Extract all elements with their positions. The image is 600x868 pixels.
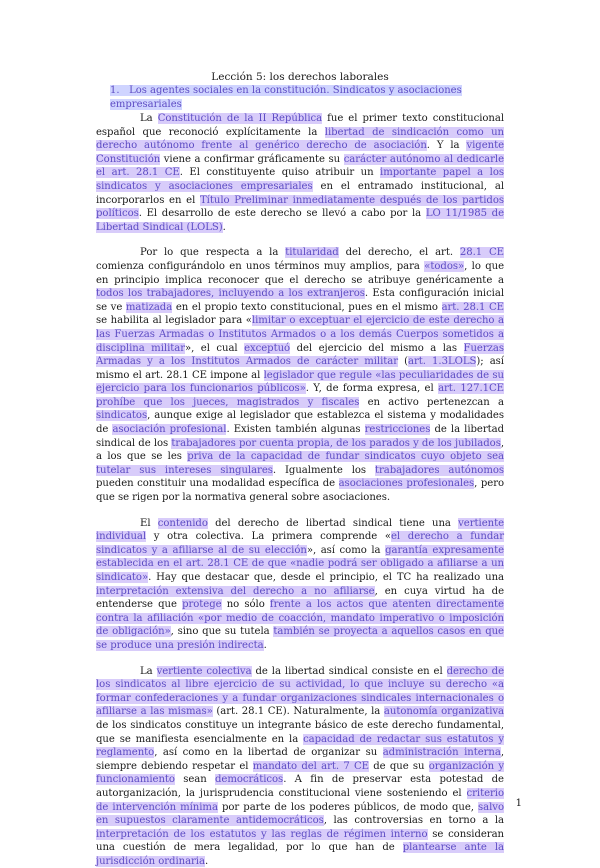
body-text: . A fin de preservar esta potestad de autorganización, la jurisprudencia constitucional viene sosteniendo el [96, 774, 504, 799]
body-text: . Y, de forma expresa, el [305, 383, 439, 395]
body-text: en el propio texto constitucional, pues en el mismo [172, 301, 442, 313]
body-text: de los sindicatos constituye un integrante básico de este derecho fundamental, que se manifiesta esencialmente en la [96, 719, 504, 745]
body-text: . Y la [426, 140, 467, 152]
body-text: , así como en la libertad de organizar su [154, 747, 383, 759]
body-text: y otra colectiva. La primera comprende « [146, 531, 391, 543]
highlighted-text: matizada [125, 301, 173, 313]
highlighted-text: capacidad de redactar sus estatutos y reglamento [96, 733, 504, 759]
body-text: por parte de los poderes públicos, de modo que, [217, 801, 479, 813]
highlighted-text: Constitución de la II República [157, 113, 323, 124]
section-heading-text: 1. Los agentes sociales en la constitución. Sindicatos y asociaciones empresariales [110, 85, 462, 110]
highlighted-text: plantearse ante la jurisdicción ordinaria [96, 842, 504, 867]
highlighted-text: sindicatos [96, 410, 148, 422]
body-text: . [263, 639, 267, 651]
highlighted-text: vigente Constitución [96, 140, 504, 165]
body-text: pueden constituir una modalidad específica de [96, 478, 339, 490]
body-text: . Existen también algunas [226, 424, 365, 436]
body-text: (art. 28.1 CE). Naturalmente, la [212, 706, 384, 718]
page-number: 1 [515, 798, 522, 809]
body-text: ); así mismo el art. 28.1 CE impone al [96, 356, 504, 381]
highlighted-text: vertiente colectiva [156, 665, 252, 677]
highlighted-text: interpretación de los estatutos y las reglas de régimen interno [96, 828, 428, 840]
body-text: del derecho, el art. [338, 247, 460, 259]
paragraph-4 [96, 665, 504, 868]
section-heading [96, 84, 504, 112]
body-text: La [140, 113, 158, 124]
highlighted-text: exceptuó [244, 342, 291, 354]
highlighted-text: restricciones [364, 424, 431, 436]
body-text: », así como la [306, 544, 386, 556]
highlighted-text: derecho de los sindicatos al libre ejercicio de su actividad, lo que incluye su derecho «a formar confederaciones y a fundar organizaciones sindicales internacionales o afiliarse a las mismas» [96, 665, 505, 718]
body-text: . El desarrollo de este derecho se llevó a cabo por la [138, 208, 426, 220]
highlighted-text: protege [182, 599, 222, 611]
highlighted-text: organización y funcionamiento [96, 760, 504, 786]
highlighted-text: democráticos [215, 774, 284, 786]
highlighted-text: Fuerzas Armadas y a los Institutos Armados de carácter militar [96, 342, 504, 368]
highlighted-text: art. 1.3LOLS [408, 356, 477, 368]
highlighted-text: Título Preliminar inmediatamente después de los partidos políticos [96, 194, 504, 220]
highlighted-text: frente a los actos que atenten directamente contra la afiliación «por medio de coacción, mandato imperativo o imposición de obligación» [96, 599, 504, 638]
body-text: no sólo [221, 599, 270, 611]
body-text: », el cual [185, 342, 245, 354]
body-text: del derecho de libertad sindical tiene una [207, 517, 459, 529]
body-text: del ejercicio del mismo a las [290, 342, 464, 354]
highlighted-text: art. 127.1CE [438, 383, 504, 395]
highlighted-text: criterio de intervención mínima [96, 787, 504, 813]
highlighted-text: «todos» [424, 260, 465, 272]
highlighted-text: importante papel a los sindicatos y asociaciones empresariales [96, 167, 504, 192]
paragraph-3 [96, 517, 504, 653]
highlighted-text: también se proyecta a aquellos casos en que se produce una presión indirecta [96, 626, 504, 651]
body-text: ( [398, 356, 409, 368]
highlighted-text: vertiente individual [96, 517, 504, 543]
highlighted-text: limitar o exceptuar el ejercicio de este derecho a las Fuerzas Armadas o Institutos Armados o a los demás Cuerpos sometidos a disciplina militar [96, 315, 504, 354]
body-text: , sino que su tutela [170, 626, 274, 638]
body-text: . Hay que destacar que, desde el principio, el TC ha realizado una [148, 572, 504, 583]
body-text: comienza configurándolo en unos términos muy amplios, para [96, 260, 425, 272]
body-text: , las controversias en torno a la [323, 815, 504, 827]
highlighted-text: carácter autónomo al dedicarle el art. 28.1 CE [96, 153, 505, 179]
body-text: , aunque exige al legislador que establezca el sistema y modalidades de [96, 410, 504, 436]
highlighted-text: garantía expresamente establecida en el art. 28.1 CE de que «nadie podrá ser obligado a afiliarse a un sindicato» [96, 544, 504, 583]
highlighted-text: libertad de sindicación como un derecho autónomo frente al genérico derecho de asociación [96, 126, 504, 152]
body-text: viene a confirmar gráficamente su [160, 153, 344, 165]
highlighted-text: mandato del art. 7 CE [252, 760, 369, 772]
body-text: , lo que en principio implica reconocer que el derecho se atribuye genéricamente a [96, 260, 505, 286]
body-text: , pero que se rigen por la normativa general sobre asociaciones. [96, 478, 505, 504]
body-text: de la libertad sindical consiste en el [251, 665, 447, 677]
highlighted-text: art. 28.1 CE [441, 301, 504, 313]
body-text: en activo pertenezcan a [359, 396, 504, 408]
body-text: , en cuya virtud ha de entenderse que [96, 585, 505, 611]
body-text: , a los que se les [96, 437, 504, 463]
body-text: de que su [368, 760, 429, 772]
highlighted-text: priva de la capacidad de fundar sindicatos cuyo objeto sea tutelar sus intereses singulares [96, 451, 504, 476]
body-text: en el entramado institucional, al incorporarlos en el [96, 180, 504, 206]
body-text: La [140, 665, 157, 677]
body-text: . [204, 855, 209, 867]
highlighted-text: prohíbe que los jueces, magistrados y fiscales [96, 396, 360, 408]
highlighted-text: trabajadores autónomos [375, 464, 504, 476]
highlighted-text: legislador que regule «las peculiaridades de su ejercicio para los funcionarios públicos» [96, 369, 504, 395]
highlighted-text: contenido [157, 517, 208, 529]
body-text: , siempre debiendo respetar el [96, 747, 504, 772]
highlighted-text: titularidad [285, 247, 339, 259]
highlighted-text: LO 11/1985 de Libertad Sindical (LOLS) [96, 208, 504, 233]
page-title: Lección 5: los derechos laborales [211, 71, 389, 83]
body-text: sean [174, 774, 216, 786]
highlighted-text: todos los trabajadores, incluyendo a los extranjeros [96, 288, 365, 300]
highlighted-text: trabajadores por cuenta propia, de los parados y de los jubilados [171, 437, 501, 449]
body-text: fue el primer texto constitucional español que reconoció explícitamente la [96, 113, 505, 138]
highlighted-text: administración interna [382, 747, 501, 759]
paragraph-1 [96, 112, 504, 234]
body-text: . [222, 221, 226, 233]
body-text: Por lo que respecta a la [140, 247, 286, 259]
highlighted-text: 28.1 CE [459, 247, 504, 259]
body-text: . El constituyente quiso atribuir un [179, 167, 381, 179]
body-text: se habilita al legislador para « [96, 315, 252, 327]
highlighted-text: interpretación extensiva del derecho a no afiliarse [96, 585, 375, 597]
body-text: . Esta configuración inicial se ve [96, 288, 504, 313]
highlighted-text: autonomía organizativa [383, 706, 504, 718]
paragraph-2 [96, 246, 504, 504]
body-text: . Igualmente los [272, 464, 375, 476]
highlighted-text: el derecho a fundar sindicatos y a afiliarse al de su elección [96, 531, 505, 556]
highlighted-text: asociación profesional [112, 424, 227, 436]
highlighted-text: asociaciones profesionales [338, 478, 475, 490]
body-text: de la libertad sindical de los [96, 424, 505, 449]
highlighted-text: salvo en supuestos claramente antidemocráticos [96, 801, 504, 827]
body-text: El [140, 517, 158, 529]
body-text: se consideran una cuestión de mera legalidad, por lo que han de [96, 828, 504, 854]
